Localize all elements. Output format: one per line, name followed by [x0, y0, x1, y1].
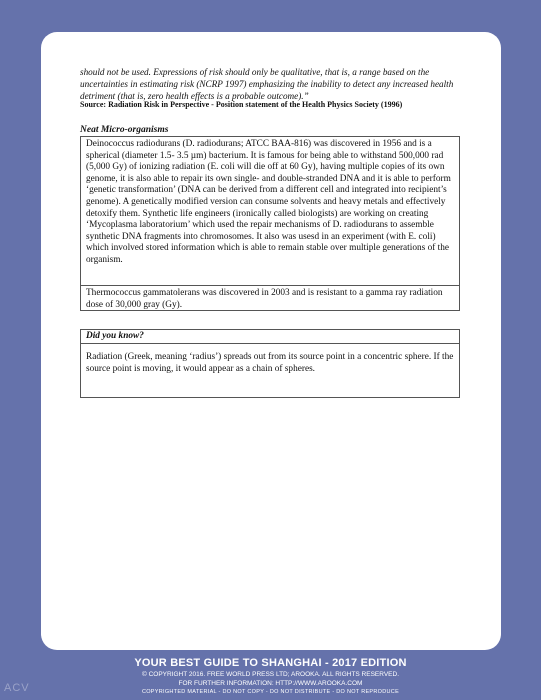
micro-organisms-para-1: Deinococcus radiodurans (D. radiodurans; ATCC BAA-816) was discovered in 1956 and is a spherical (diameter 1.5- 3.5 µm) bacterium. It is famous for being able to withstand 500,000 rad (5,000 Gy) of ionizing radiation (E. coli will die off at 60 Gy), having multiple copies of its own genome, it is also able to repair its own single- and double-stranded DNA and it is able to perform ‘genetic transformation’ (DNA can be derived from a different cell and integrated into recipient’s genome). A genetically modified version can consume solvents and heavy metals and effectively detoxify them. Synthetic life engineers (ironically called biologists) are working on creating ‘Mycoplasma laboratorium’ which used the repair mechanisms of D. radiodurans to assemble synthetic DNA fragments into chromosomes. It also was usesd in an experiment (with E. coli) which involved stored information which is able to remain stable over multiple generations of the organism. [81, 137, 459, 286]
micro-organisms-para-2: Thermococcus gammatolerans was discovered in 2003 and is resistant to a gamma ray radiation dose of 30,000 gray (Gy). [86, 288, 443, 310]
footer-notice: COPYRIGHTED MATERIAL - DO NOT COPY - DO NOT DISTRIBUTE - DO NOT REPRODUCE [141, 689, 400, 695]
quote-text: should not be used. Expressions of risk should only be qualitative, that is, a range based on the uncertainties in estimating risk (NCRP 1997) emphasizing the inability to detect any increased health detriment (that is, zero health effects is a probable outcome).” [80, 67, 454, 101]
footer-copyright: © COPYRIGHT 2016. FREE WORLD PRESS LTD; AROOKA. ALL RIGHTS RESERVED. [141, 671, 400, 678]
did-you-know-title: Did you know? [81, 330, 459, 344]
did-you-know-box [80, 329, 460, 398]
quote-source: Source: Radiation Risk in Perspective - Position statement of the Health Physics Society (1996) [80, 100, 403, 109]
footer-info-link: FOR FURTHER INFORMATION: HTTP://WWW.AROOKA.COM [178, 680, 363, 687]
did-you-know-text: Radiation (Greek, meaning ‘radius’) spreads out from its source point in a concentric sphere. If the source point is moving, it would appear as a chain of spheres. [86, 352, 454, 374]
micro-organisms-title: Neat Micro-organisms [80, 125, 169, 135]
footer-title: YOUR BEST GUIDE TO SHANGHAI - 2017 EDITION [134, 657, 407, 669]
micro-organisms-box [80, 136, 460, 311]
watermark: ACV [4, 682, 30, 694]
